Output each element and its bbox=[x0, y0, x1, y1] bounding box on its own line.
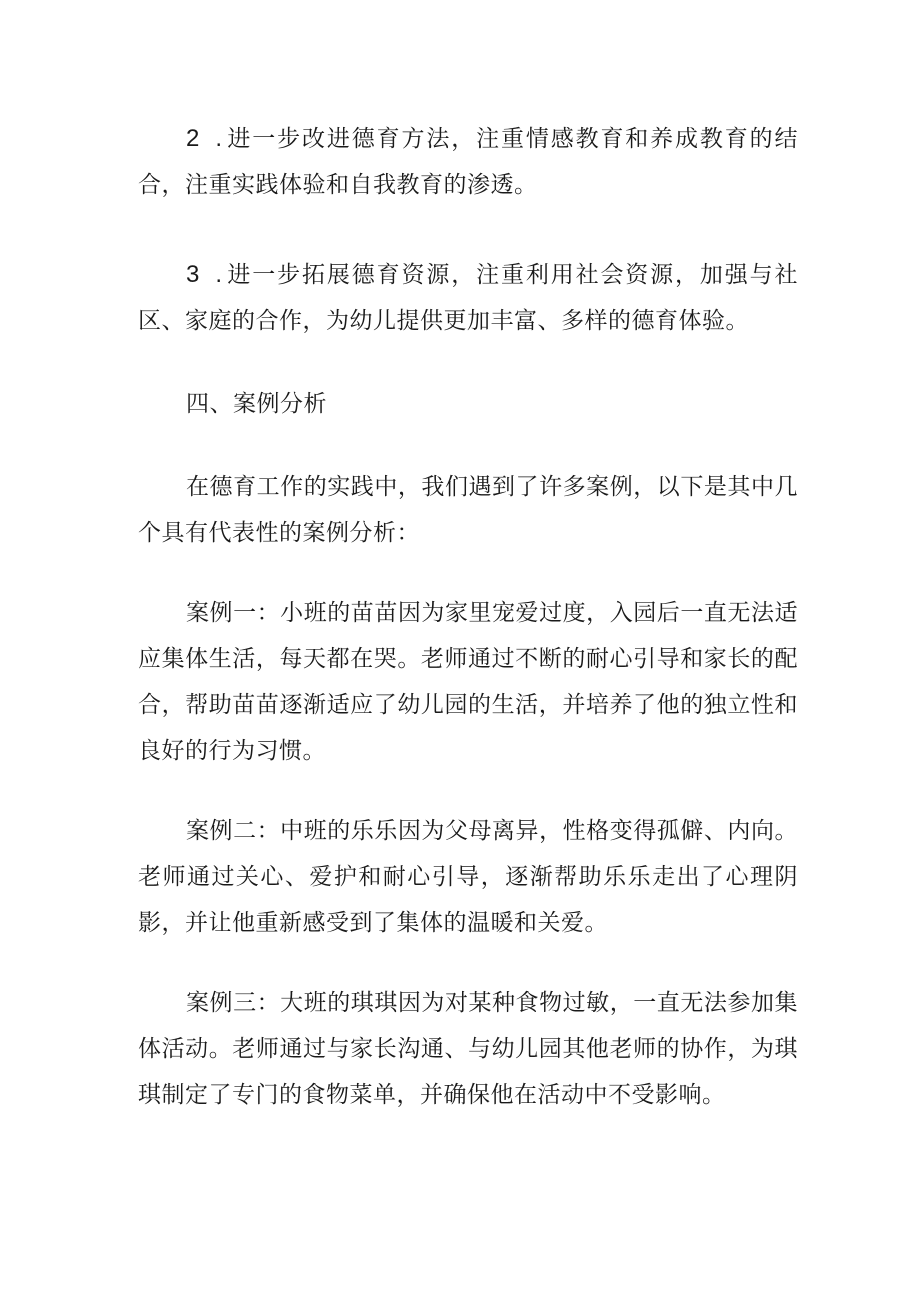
case-paragraph-3: 案例三：大班的琪琪因为对某种食物过敏，一直无法参加集体活动。老师通过与家长沟通、与幼儿园其他老师的协作，为琪琪制定了专门的食物菜单，并确保他在活动中不受影响。 bbox=[138, 990, 798, 1108]
section-heading: 四、案例分析 bbox=[186, 391, 327, 417]
list-number: 3 . bbox=[186, 261, 227, 288]
case-paragraph-2: 案例二：中班的乐乐因为父母离异，性格变得孤僻、内向。老师通过关心、爱护和耐心引导，逐渐帮助乐乐走出了心理阴影，并让他重新感受到了集体的温暖和关爱。 bbox=[138, 818, 798, 936]
list-number: 2 . bbox=[186, 125, 227, 152]
list-item-text: 进一步改进德育方法，注重情感教育和养成教育的结合，注重实践体验和自我教育的渗透。 bbox=[138, 126, 799, 198]
list-item-2 bbox=[138, 116, 798, 208]
intro-paragraph: 在德育工作的实践中，我们遇到了许多案例，以下是其中几个具有代表性的案例分析： bbox=[138, 474, 798, 546]
list-item-3 bbox=[138, 252, 798, 344]
case-paragraph-1: 案例一：小班的苗苗因为家里宠爱过度，入园后一直无法适应集体生活，每天都在哭。老师通过不断的耐心引导和家长的配合，帮助苗苗逐渐适应了幼儿园的生活，并培养了他的独立性和良好的行为习惯。 bbox=[138, 600, 798, 764]
list-item-text: 进一步拓展德育资源，注重利用社会资源，加强与社区、家庭的合作，为幼儿提供更加丰富、多样的德育体验。 bbox=[138, 262, 799, 334]
